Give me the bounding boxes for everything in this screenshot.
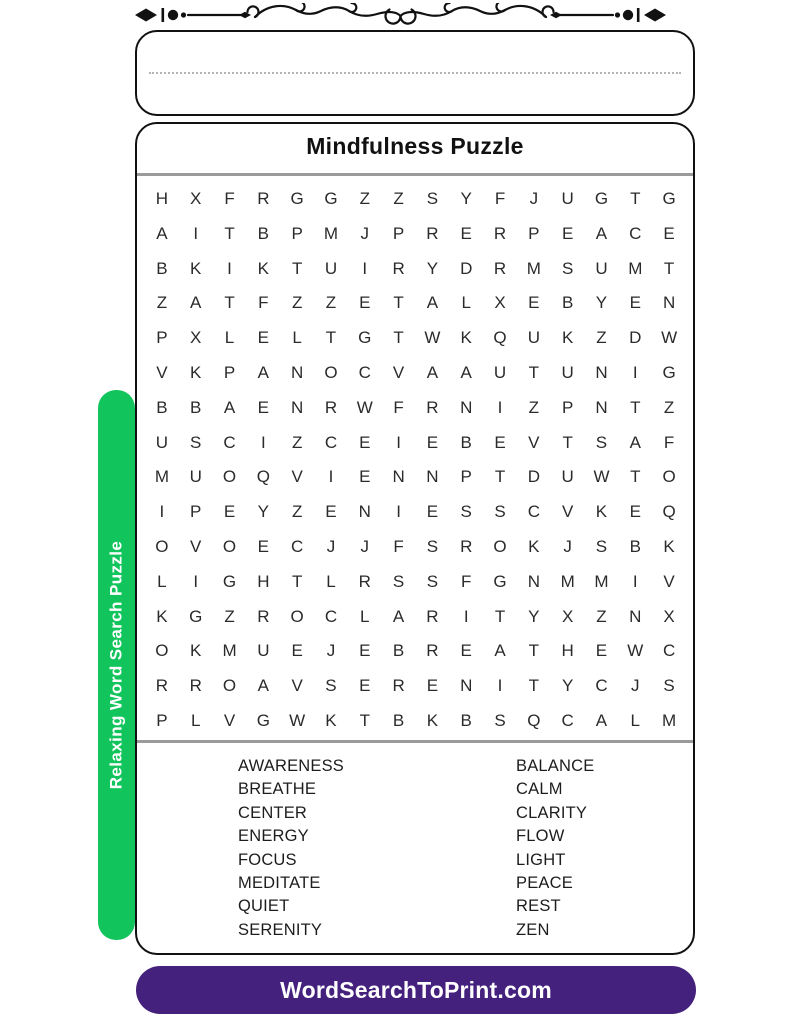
grid-letter: O — [222, 467, 237, 487]
puzzle-title: Mindfulness Puzzle — [306, 133, 524, 159]
grid-letter: C — [223, 432, 236, 452]
grid-letter: G — [189, 606, 203, 626]
wordlist-separator — [137, 740, 693, 743]
grid-letter: N — [662, 293, 676, 313]
word-list-item: SERENITY — [238, 920, 323, 939]
grid-letter: B — [460, 432, 472, 452]
grid-letter: J — [360, 223, 370, 243]
word-list-item: ENERGY — [238, 827, 309, 846]
grid-letter: E — [426, 502, 439, 522]
grid-letter: S — [663, 676, 675, 696]
grid-letter: P — [156, 328, 168, 348]
grid-letter: E — [257, 328, 270, 348]
grid-letter: T — [494, 606, 506, 626]
grid-letter: A — [156, 223, 168, 243]
grid-letter: S — [426, 537, 439, 557]
grid-letter: Z — [291, 293, 303, 313]
grid-letter: T — [630, 397, 641, 417]
word-search-grid — [145, 181, 686, 738]
grid-letter: L — [630, 711, 641, 731]
grid-letter: O — [290, 606, 304, 626]
word-list-item: BREATHE — [238, 780, 317, 799]
grid-letter: V — [291, 467, 303, 487]
grid-letter: Y — [561, 676, 574, 696]
grid-letter: E — [426, 432, 439, 452]
grid-letter: Z — [596, 606, 607, 626]
grid-letter: R — [426, 606, 439, 626]
grid-letter: R — [257, 606, 270, 626]
grid-letter: W — [356, 397, 373, 417]
grid-letter: T — [663, 258, 675, 278]
grid-letter: O — [155, 641, 169, 661]
word-list-column-2 — [516, 755, 594, 942]
grid-letter: E — [460, 223, 472, 243]
grid-letter: A — [223, 397, 236, 417]
grid-letter: E — [359, 293, 371, 313]
grid-letter: M — [222, 641, 237, 661]
grid-letter: C — [324, 432, 338, 452]
word-list-item: AWARENESS — [238, 757, 345, 775]
grid-letter: E — [325, 502, 337, 522]
grid-letter: C — [595, 676, 608, 696]
grid-letter: K — [663, 537, 675, 557]
grid-letter: E — [426, 676, 439, 696]
grid-letter: E — [663, 223, 675, 243]
grid-letter: R — [426, 223, 439, 243]
grid-letter: J — [326, 537, 336, 557]
grid-letter: P — [223, 362, 236, 382]
grid-letter: G — [256, 711, 270, 731]
grid-letter: C — [662, 641, 676, 661]
grid-letter: W — [593, 467, 610, 487]
grid-letter: A — [426, 293, 439, 313]
grid-letter: V — [156, 362, 168, 382]
word-list-item: FLOW — [516, 827, 565, 846]
footer-banner — [136, 966, 696, 1014]
grid-letter: Z — [291, 502, 303, 522]
grid-letter: S — [595, 537, 608, 557]
grid-letter: U — [324, 258, 338, 278]
grid-letter: G — [222, 571, 237, 591]
word-list-item: CALM — [516, 780, 563, 799]
grid-letter: R — [189, 676, 202, 696]
grid-letter: K — [460, 328, 472, 348]
grid-letter: L — [224, 328, 235, 348]
grid-letter: C — [324, 606, 338, 626]
grid-letter: X — [494, 293, 506, 313]
grid-letter: Q — [493, 328, 507, 348]
grid-letter: A — [595, 223, 608, 243]
grid-letter: T — [528, 641, 540, 661]
grid-letter: V — [561, 502, 574, 522]
grid-letter: J — [631, 676, 640, 696]
grid-letter: B — [392, 711, 405, 731]
grid-letter: K — [190, 258, 202, 278]
grid-letter: V — [663, 571, 675, 591]
sidebar-ribbon — [98, 390, 135, 940]
grid-letter: R — [493, 258, 507, 278]
grid-letter: K — [257, 258, 270, 278]
grid-letter: F — [393, 397, 404, 417]
grid-letter: S — [595, 432, 608, 452]
grid-letter: G — [662, 188, 676, 208]
grid-letter: E — [223, 502, 236, 522]
grid-letter: Z — [596, 328, 607, 348]
grid-letter: H — [257, 571, 270, 591]
grid-letter: C — [527, 502, 540, 522]
grid-letter: X — [190, 188, 202, 208]
grid-letter: T — [359, 711, 370, 731]
grid-letter: M — [154, 467, 169, 487]
grid-letter: F — [663, 432, 675, 452]
grid-letter: M — [594, 571, 609, 591]
grid-letter: U — [561, 362, 574, 382]
grid-letter: Y — [528, 606, 540, 626]
grid-letter: N — [460, 676, 473, 696]
grid-letter: M — [323, 223, 339, 243]
footer-site-label: WordSearchToPrint.com — [280, 976, 552, 1003]
grid-letter: C — [358, 362, 371, 382]
grid-letter: G — [493, 571, 507, 591]
grid-letter: I — [159, 502, 165, 522]
grid-letter: R — [257, 188, 270, 208]
grid-letter: F — [258, 293, 269, 313]
grid-letter: I — [396, 502, 401, 522]
grid-letter: R — [155, 676, 169, 696]
word-list-item: LIGHT — [516, 850, 566, 869]
grid-letter: S — [426, 571, 439, 591]
grid-letter: M — [526, 258, 541, 278]
grid-letter: U — [257, 641, 270, 661]
grid-letter: Y — [426, 258, 439, 278]
grid-letter: N — [595, 397, 608, 417]
grid-letter: Y — [460, 188, 472, 208]
grid-letter: F — [393, 537, 404, 557]
grid-letter: S — [494, 711, 506, 731]
grid-letter: S — [426, 188, 439, 208]
puzzle-box — [135, 122, 695, 955]
grid-letter: R — [358, 571, 371, 591]
grid-letter: L — [360, 606, 370, 626]
grid-letter: M — [662, 711, 677, 731]
grid-letter: F — [461, 571, 472, 591]
grid-letter: Z — [359, 188, 370, 208]
grid-letter: N — [358, 502, 371, 522]
grid-letter: K — [595, 502, 608, 522]
grid-letter: K — [156, 606, 168, 626]
grid-letter: Y — [595, 293, 608, 313]
grid-letter: L — [190, 711, 201, 731]
grid-letter: Z — [224, 606, 235, 626]
word-list-item: FOCUS — [238, 850, 297, 869]
grid-letter: I — [497, 676, 503, 696]
grid-letter: G — [594, 188, 609, 208]
word-list-item: QUIET — [238, 897, 290, 916]
grid-letter: T — [528, 676, 540, 696]
grid-letter: R — [426, 641, 439, 661]
grid-letter: R — [460, 537, 473, 557]
grid-letter: B — [629, 537, 641, 557]
grid-letter: U — [155, 432, 169, 452]
grid-letter: Z — [156, 293, 168, 313]
grid-letter: T — [494, 467, 506, 487]
grid-letter: Q — [256, 467, 270, 487]
word-list-item: CLARITY — [516, 803, 588, 822]
grid-letter: E — [291, 641, 303, 661]
grid-letter: O — [222, 537, 237, 557]
grid-letter: T — [562, 432, 573, 452]
grid-letter: X — [663, 606, 675, 626]
grid-letter: M — [628, 258, 643, 278]
grid-letter: P — [528, 223, 540, 243]
name-write-line — [149, 72, 681, 74]
grid-letter: J — [326, 641, 336, 661]
grid-letter: R — [493, 223, 507, 243]
name-box — [135, 30, 695, 116]
grid-letter: X — [561, 606, 574, 626]
grid-letter: H — [155, 188, 169, 208]
grid-letter: A — [460, 362, 472, 382]
grid-letter: P — [156, 711, 168, 731]
grid-letter: A — [494, 641, 506, 661]
grid-letter: C — [291, 537, 304, 557]
grid-letter: E — [460, 641, 472, 661]
grid-letter: S — [325, 676, 337, 696]
grid-letter: L — [461, 293, 471, 313]
grid-letter: G — [358, 328, 372, 348]
grid-letter: F — [224, 188, 235, 208]
grid-letter: A — [426, 362, 439, 382]
grid-letter: T — [393, 328, 404, 348]
grid-letter: O — [155, 537, 169, 557]
grid-letter: P — [561, 397, 574, 417]
grid-letter: Q — [527, 711, 541, 731]
grid-letter: Q — [662, 502, 676, 522]
grid-letter: E — [359, 676, 371, 696]
grid-letter: U — [595, 258, 608, 278]
grid-letter: I — [396, 432, 401, 452]
word-list-item: REST — [516, 897, 561, 916]
word-list-column-1 — [238, 755, 344, 942]
grid-letter: I — [362, 258, 368, 278]
grid-letter: T — [291, 258, 303, 278]
grid-letter: I — [632, 571, 638, 591]
grid-letter: L — [292, 328, 302, 348]
grid-letter: D — [629, 328, 642, 348]
grid-letter: N — [595, 362, 608, 382]
grid-letter: K — [190, 362, 202, 382]
grid-letter: A — [629, 432, 641, 452]
grid-letter: I — [632, 362, 638, 382]
grid-letter: K — [426, 711, 439, 731]
grid-letter: A — [392, 606, 405, 626]
grid-letter: X — [190, 328, 202, 348]
grid-letter: I — [497, 397, 503, 417]
grid-letter: B — [156, 397, 168, 417]
grid-letter: I — [328, 467, 334, 487]
grid-letter: I — [193, 223, 199, 243]
sidebar-ribbon-label: Relaxing Word Search Puzzle — [106, 540, 126, 790]
grid-letter: B — [257, 223, 270, 243]
grid-letter: G — [324, 188, 338, 208]
grid-letter: W — [661, 328, 678, 348]
grid-letter: B — [561, 293, 574, 313]
grid-letter: E — [595, 641, 608, 661]
word-list-item: PEACE — [516, 874, 573, 893]
grid-letter: T — [630, 467, 641, 487]
grid-letter: N — [291, 362, 304, 382]
grid-letter: Z — [291, 432, 303, 452]
word-list-item: CENTER — [238, 803, 308, 822]
grid-letter: K — [190, 641, 202, 661]
grid-letter: L — [326, 571, 336, 591]
grid-letter: Z — [528, 397, 540, 417]
grid-letter: R — [426, 397, 439, 417]
grid-letter: N — [291, 397, 304, 417]
grid-letter: W — [289, 711, 306, 731]
title-separator — [137, 173, 693, 176]
grid-letter: O — [662, 467, 676, 487]
grid-letter: V — [190, 537, 202, 557]
grid-letter: K — [325, 711, 337, 731]
grid-letter: B — [190, 397, 202, 417]
grid-letter: Z — [663, 397, 675, 417]
grid-letter: I — [227, 258, 232, 278]
scroll-flourish-icon — [133, 3, 668, 27]
grid-letter: B — [156, 258, 168, 278]
grid-letter: T — [224, 293, 235, 313]
grid-letter: E — [629, 293, 641, 313]
grid-letter: T — [224, 223, 235, 243]
grid-letter: O — [493, 537, 507, 557]
grid-letter: U — [189, 467, 202, 487]
grid-letter: P — [392, 223, 405, 243]
grid-letter: N — [460, 397, 473, 417]
grid-letter: J — [529, 188, 539, 208]
grid-letter: J — [563, 537, 572, 557]
grid-letter: V — [291, 676, 303, 696]
grid-letter: Y — [257, 502, 270, 522]
grid-letter: H — [561, 641, 574, 661]
grid-letter: P — [460, 467, 472, 487]
grid-letter: S — [392, 571, 405, 591]
grid-letter: Z — [393, 188, 404, 208]
grid-letter: U — [493, 362, 507, 382]
grid-letter: I — [463, 606, 469, 626]
grid-letter: L — [157, 571, 167, 591]
grid-letter: B — [460, 711, 472, 731]
grid-letter: E — [629, 502, 641, 522]
grid-letter: E — [494, 432, 506, 452]
grid-letter: S — [190, 432, 202, 452]
grid-letter: S — [460, 502, 472, 522]
grid-letter: N — [392, 467, 405, 487]
grid-letter: E — [359, 467, 371, 487]
grid-letter: W — [627, 641, 644, 661]
grid-letter: T — [291, 571, 303, 591]
grid-letter: A — [595, 711, 608, 731]
grid-letter: K — [561, 328, 574, 348]
grid-letter: E — [359, 641, 371, 661]
grid-letter: Z — [325, 293, 337, 313]
grid-letter: R — [324, 397, 338, 417]
grid-letter: G — [290, 188, 304, 208]
word-list-item: MEDITATE — [238, 874, 321, 893]
grid-letter: B — [392, 641, 405, 661]
grid-letter: O — [324, 362, 338, 382]
grid-letter: U — [561, 467, 574, 487]
grid-letter: T — [528, 362, 540, 382]
grid-letter: A — [257, 676, 270, 696]
grid-letter: I — [193, 571, 199, 591]
grid-letter: R — [392, 676, 405, 696]
grid-letter: V — [223, 711, 236, 731]
grid-letter: N — [426, 467, 439, 487]
grid-letter: A — [257, 362, 270, 382]
grid-letter: I — [260, 432, 266, 452]
grid-letter: F — [494, 188, 506, 208]
grid-letter: E — [257, 397, 270, 417]
grid-letter: C — [629, 223, 642, 243]
grid-letter: E — [359, 432, 371, 452]
grid-letter: M — [560, 571, 575, 591]
grid-letter: E — [561, 223, 574, 243]
grid-letter: C — [561, 711, 574, 731]
grid-letter: T — [393, 293, 404, 313]
grid-letter: E — [257, 537, 270, 557]
grid-letter: D — [527, 467, 540, 487]
grid-letter: S — [561, 258, 574, 278]
grid-letter: E — [528, 293, 540, 313]
grid-letter: O — [222, 676, 237, 696]
word-list-item: BALANCE — [516, 757, 595, 775]
grid-letter: K — [528, 537, 540, 557]
grid-letter: V — [528, 432, 540, 452]
grid-letter: N — [527, 571, 540, 591]
grid-letter: A — [190, 293, 202, 313]
grid-letter: P — [291, 223, 303, 243]
grid-letter: V — [392, 362, 405, 382]
word-list-item: ZEN — [516, 920, 550, 939]
grid-letter: S — [494, 502, 506, 522]
grid-letter: G — [662, 362, 676, 382]
grid-letter: T — [325, 328, 337, 348]
grid-letter: J — [360, 537, 370, 557]
grid-letter: U — [527, 328, 540, 348]
grid-letter: N — [629, 606, 642, 626]
grid-letter: D — [460, 258, 473, 278]
grid-letter: T — [630, 188, 641, 208]
grid-letter: U — [561, 188, 574, 208]
grid-letter: R — [392, 258, 405, 278]
grid-letter: W — [424, 328, 441, 348]
grid-letter: P — [190, 502, 202, 522]
